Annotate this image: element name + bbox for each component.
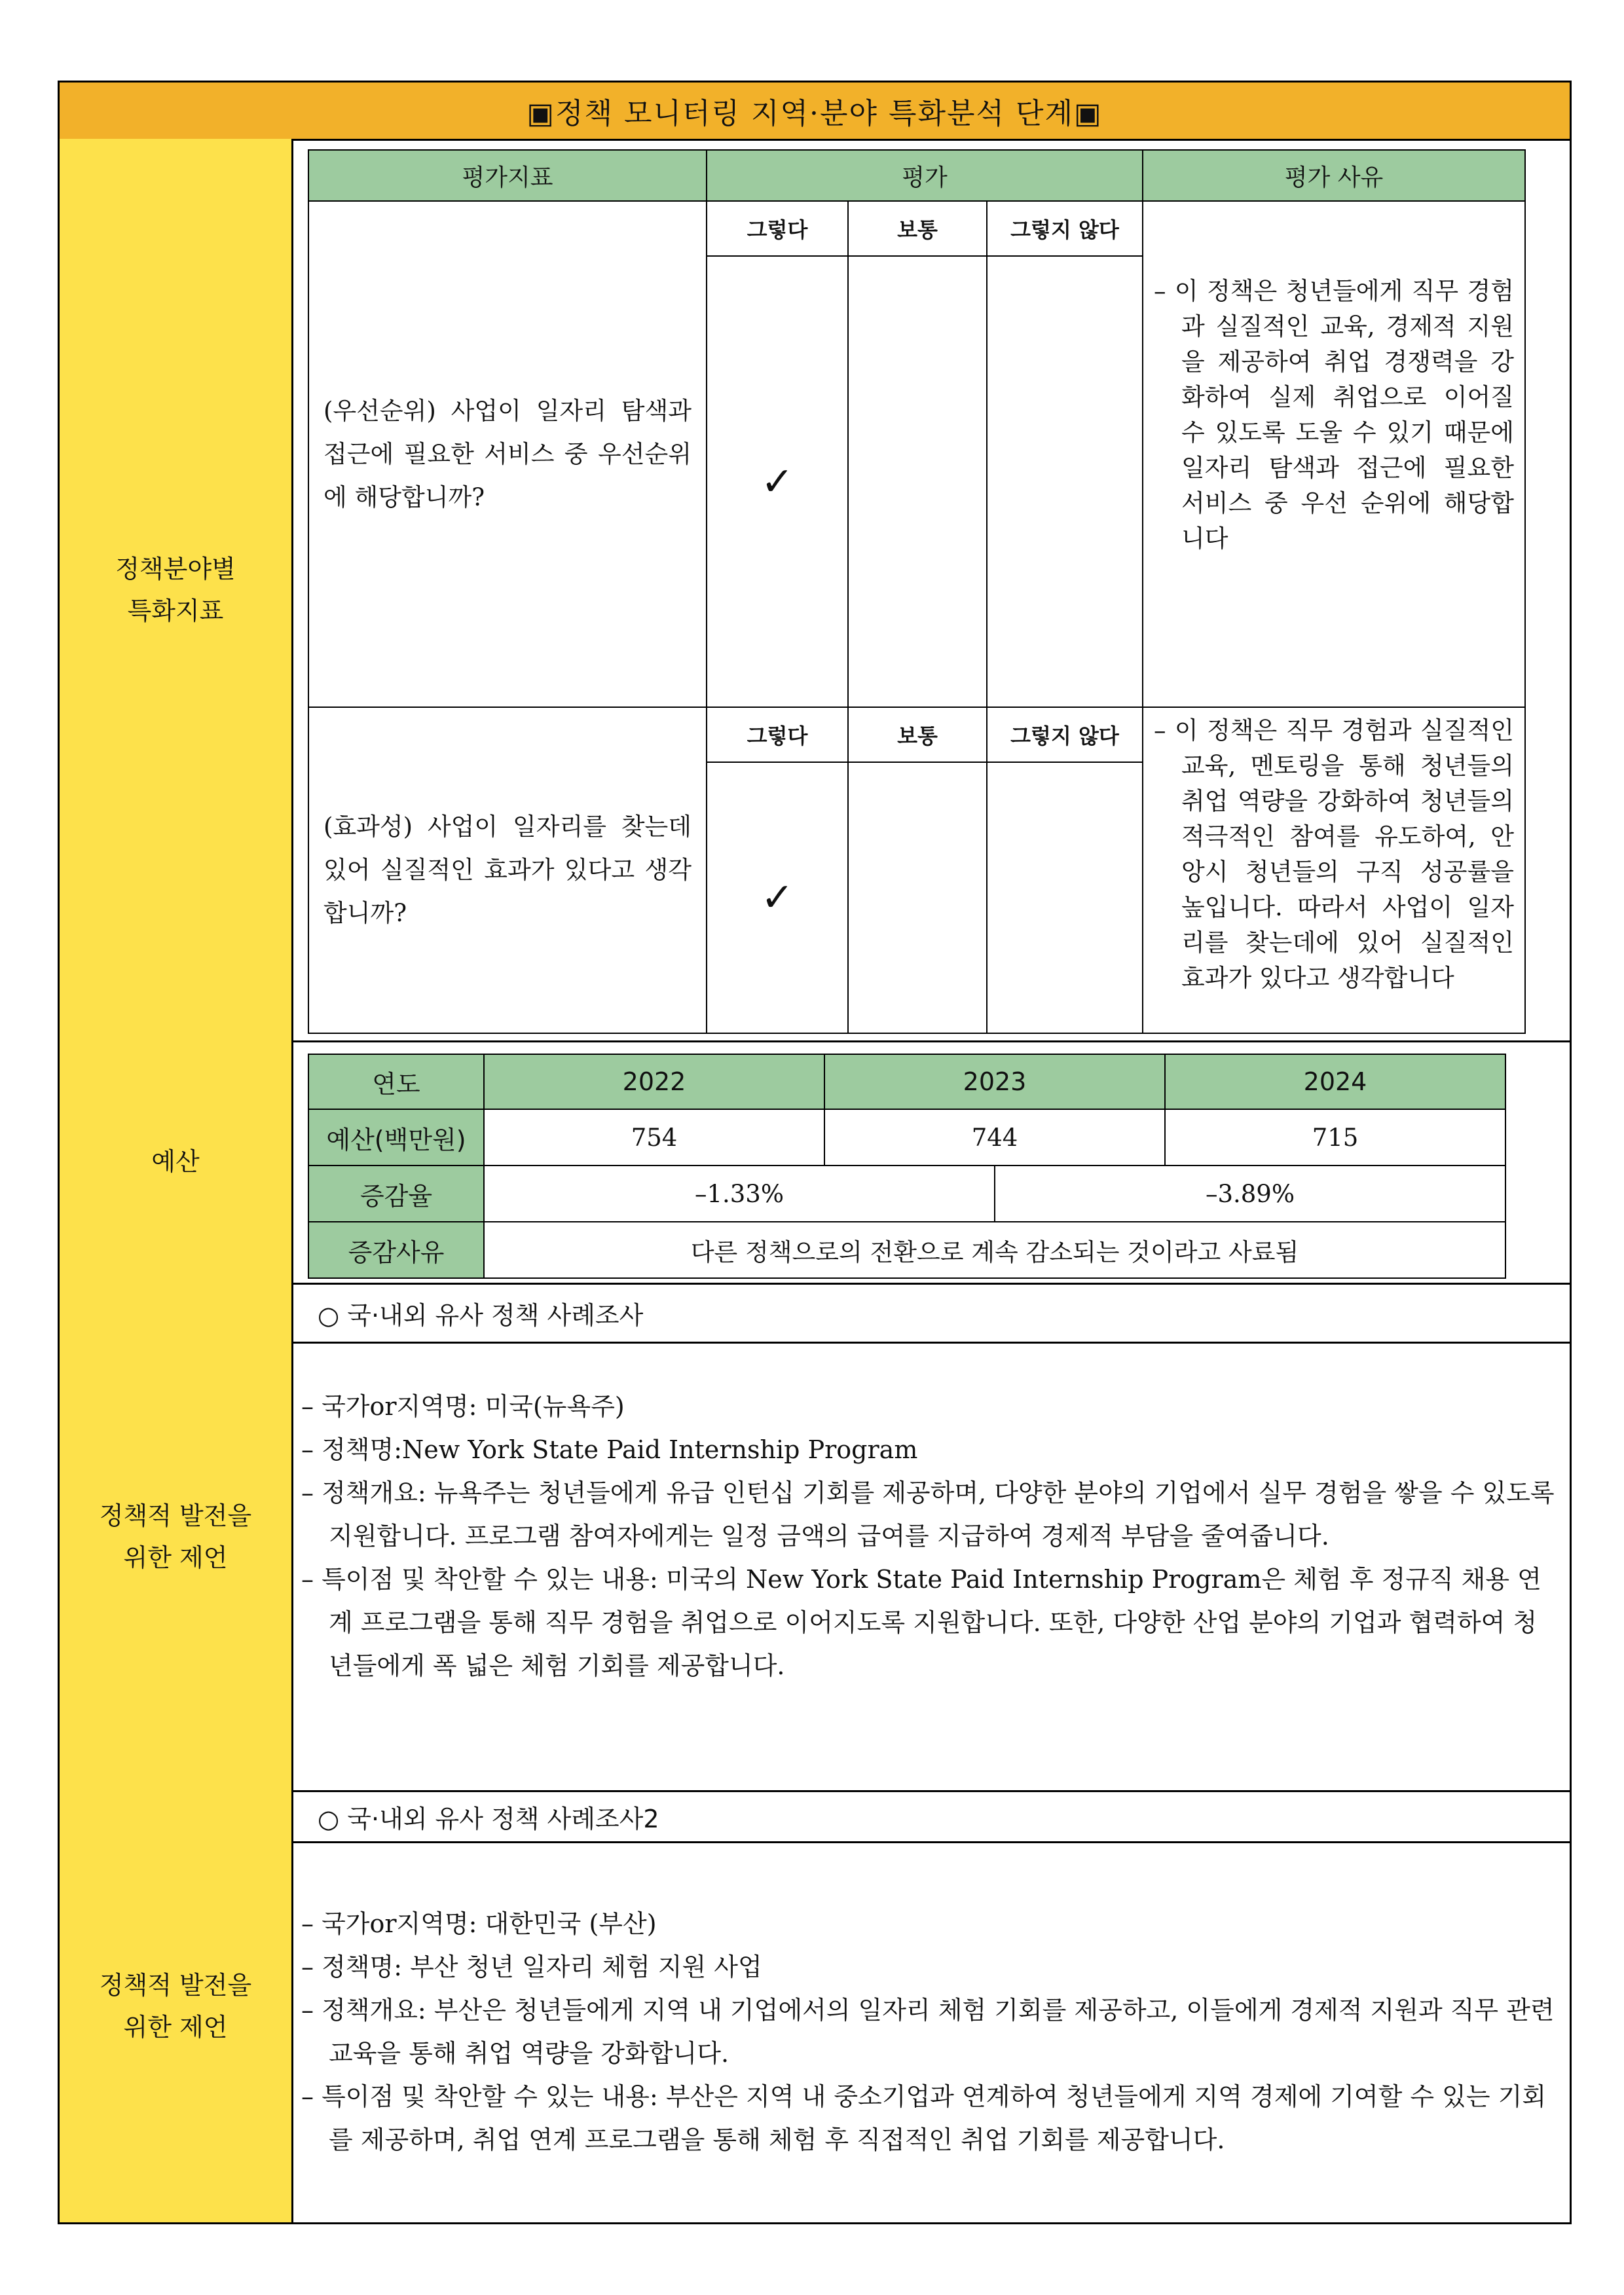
check-icon: ✓ [706,762,849,1034]
rating-cell-empty [986,762,1143,1034]
section-label-budget: 예산 [58,1040,293,1285]
header-indicator: 평가지표 [308,149,707,202]
amount-2022: 754 [483,1109,825,1166]
amount-label: 예산(백만원) [308,1109,485,1166]
year-2024: 2024 [1164,1054,1506,1110]
option-no: 그렇지 않다 [986,200,1143,257]
reason-text: – 이 정책은 직무 경험과 실질적인 교육, 멘토링을 통해 청년들의 취업 역량을 강화하여 청년들의 적극적인 참여를 유도하여, 안앙시 청년들의 구직 성공률을 높입니다. 따라서 사업이 일자리를 찾는데에 있어 실질적인 효과가 있다고 생각합니다 [1154,716,1514,992]
check-icon: ✓ [706,255,849,708]
option-neutral: 보통 [847,707,987,763]
proposal-1-body [301,1385,1559,1687]
section-label-proposal-2: 정책적 발전을 위한 제언 [58,1790,293,2224]
year-label: 연도 [308,1054,485,1110]
reason-priority [1142,200,1526,708]
proposal-2-heading: ○ 국·내외 유사 정책 사례조사2 [291,1792,1572,1843]
proposal-2-body [301,1902,1559,2161]
question-text: (효과성) 사업이 일자리를 찾는데 있어 실질적인 효과가 있다고 생각합니까? [323,813,692,927]
rating-cell-empty [847,762,987,1034]
list-item: – 특이점 및 착안할 수 있는 내용: 미국의 New York State Paid Internship Program은 체험 후 정규직 채용 연계 프로그램을 통해 직무 경험을 취업으로 이어지도록 지원합니다. 또한, 다양한 산업 분야의 기업과 협력하여 청년들에게 폭 넓은 체험 기회를 제공합니다. [301,1565,1541,1680]
question-priority [308,200,707,708]
rating-cell-empty [986,255,1143,708]
list-item: – 국가or지역명: 미국(뉴욕주) [301,1392,625,1421]
list-item: – 특이점 및 착안할 수 있는 내용: 부산은 지역 내 중소기업과 연계하여 청년들에게 지역 경제에 기여할 수 있는 기회를 제공하며, 취업 연계 프로그램을 통해 체험 후 직접적인 취업 기회를 제공합니다. [301,2082,1547,2154]
header-rating: 평가 [706,149,1143,202]
proposal-1-heading: ○ 국·내외 유사 정책 사례조사 [291,1285,1572,1344]
year-2023: 2023 [824,1054,1166,1110]
option-no: 그렇지 않다 [986,707,1143,763]
option-yes: 그렇다 [706,707,849,763]
amount-2024: 715 [1164,1109,1506,1166]
list-item: – 정책개요: 부산은 청년들에게 지역 내 기업에서의 일자리 체험 기회를 제공하고, 이들에게 경제적 지원과 직무 관련 교육을 통해 취업 역량을 강화합니다. [301,1996,1555,2068]
reason-effectiveness [1142,707,1526,1034]
reason-text: – 이 정책은 청년들에게 직무 경험과 실질적인 교육, 경제적 지원을 제공하여 취업 경쟁력을 강화하여 실제 취업으로 이어질 수 있도록 도울 수 있기 때문에 일자리 탐색과 접근에 필요한 서비스 중 우선 순위에 해당합니다 [1154,277,1514,553]
section-label-indicators: 정책분야별 특화지표 [58,139,293,1042]
rate-2023-2024: –3.89% [994,1165,1506,1222]
page-title: ▣정책 모니터링 지역·분야 특화분석 단계▣ [58,81,1572,141]
rating-cell-empty [847,255,987,708]
list-item: – 정책명:New York State Paid Internship Program [301,1435,918,1464]
change-reason-label: 증감사유 [308,1221,485,1279]
year-2022: 2022 [483,1054,825,1110]
divider [291,1040,1572,1042]
question-effectiveness [308,707,707,1034]
rate-2022-2023: –1.33% [483,1165,995,1222]
header-reason: 평가 사유 [1142,149,1526,202]
change-reason: 다른 정책으로의 전환으로 계속 감소되는 것이라고 사료됨 [483,1221,1506,1279]
option-yes: 그렇다 [706,200,849,257]
section-label-proposal-1: 정책적 발전을 위한 제언 [58,1283,293,1792]
rate-label: 증감율 [308,1165,485,1222]
list-item: – 정책명: 부산 청년 일자리 체험 지원 사업 [301,1953,762,1981]
option-neutral: 보통 [847,200,987,257]
list-item: – 국가or지역명: 대한민국 (부산) [301,1909,657,1938]
question-text: (우선순위) 사업이 일자리 탐색과 접근에 필요한 서비스 중 우선순위에 해당합니까? [323,396,692,511]
list-item: – 정책개요: 뉴욕주는 청년들에게 유급 인턴십 기회를 제공하며, 다양한 분야의 기업에서 실무 경험을 쌓을 수 있도록 지원합니다. 프로그램 참여자에게는 일정 금액의 급여를 지급하여 경제적 부담을 줄여줍니다. [301,1478,1555,1551]
amount-2023: 744 [824,1109,1166,1166]
